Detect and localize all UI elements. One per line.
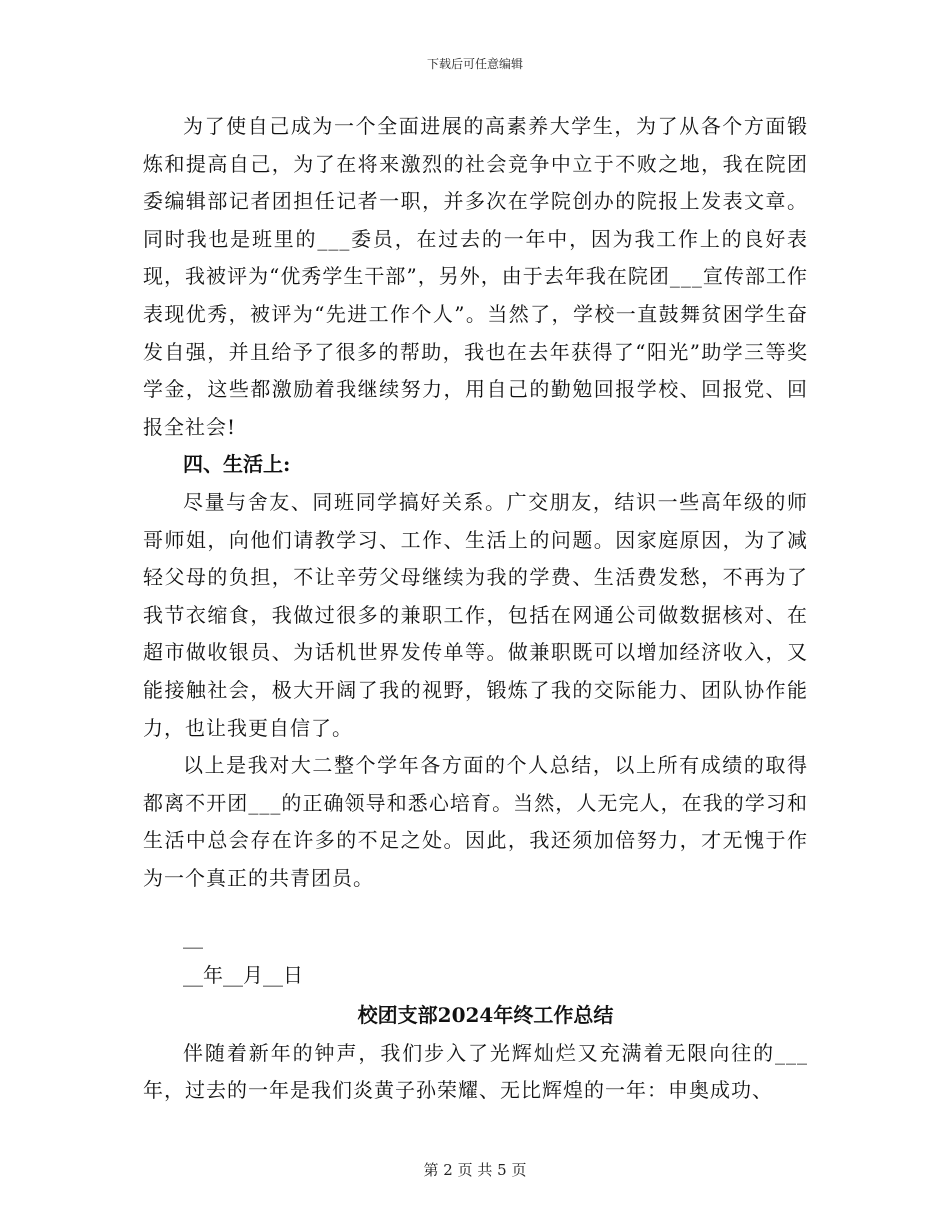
signature-line: __ [183, 925, 203, 950]
paragraph-intro: 伴随着新年的钟声，我们步入了光辉灿烂又充满着无限向往的___年，过去的一年是我们炎黄子孙荣耀、无比辉煌的一年：申奥成功、 [143, 1040, 808, 1103]
date-line: __年__月__日 [183, 963, 303, 988]
paragraph-work: 为了使自己成为一个全面进展的高素养大学生，为了从各个方面锻炼和提高自己，为了在将来激烈的社会竞争中立于不败之地，我在院团委编辑部记者团担任记者一职，并多次在学院创办的院报上发表文章。同时我也是班里的___委员，在过去的一年中，因为我工作上的良好表现，我被评为“优秀学生干部”，另外，由于去年我在院团___宣传部工作表现优秀，被评为“先进工作个人”。当然了，学校一直鼓舞贫困学生奋发自强，并且给予了很多的帮助，我也在去年获得了“阳光”助学三等奖学金，这些都激励着我继续努力，用自己的勤勉回报学校、回报党、回报全社会! [143, 114, 808, 439]
document-body [143, 108, 808, 1110]
page-header: 下载后可任意编辑 [426, 57, 523, 71]
spacer [143, 897, 808, 919]
page-footer: 第 2 页 共 5 页 [423, 1161, 527, 1179]
paragraph-summary: 以上是我对大二整个学年各方面的个人总结，以上所有成绩的取得都离不开团___的正确领导和悉心培育。当然，人无完人，在我的学习和生活中总会存在许多的不足之处。因此，我还须加倍努力，才无愧于作为一个真正的共青团员。 [143, 753, 808, 890]
section-heading-life: 四、生活上: [183, 452, 291, 477]
document-title: 校团支部2024年终工作总结 [357, 1002, 614, 1027]
paragraph-life: 尽量与舍友、同班同学搞好关系。广交朋友，结识一些高年级的师哥师姐，向他们请教学习、工作、生活上的问题。因家庭原因，为了减轻父母的负担，不让辛劳父母继续为我的学费、生活费发愁，不再为了我节衣缩食，我做过很多的兼职工作，包括在网通公司做数据核对、在超市做收银员、为话机世界发传单等。做兼职既可以增加经济收入，又能接触社会，极大开阔了我的视野，锻炼了我的交际能力、团队协作能力，也让我更自信了。 [143, 489, 808, 740]
